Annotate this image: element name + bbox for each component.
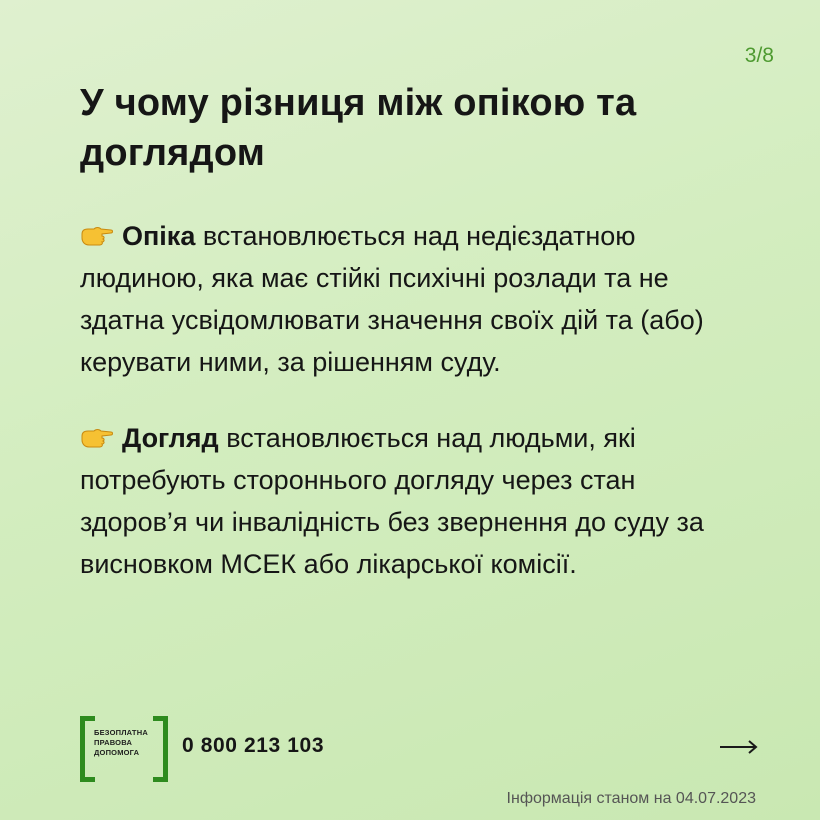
arrow-right-icon[interactable] [718, 735, 760, 759]
term-guardianship: Опіка [122, 221, 196, 251]
section-guardianship [80, 215, 740, 383]
text-care: встановлюється над людьми, які потребують стороннього догляду через стан здоров’я чи інвалідність без звернення до суду за висновком МСЕК або лікарської комісії. [80, 423, 704, 579]
page-title: У чому різниця між опікою та доглядом [80, 82, 637, 174]
info-date-note: Інформація станом на 04.07.2023 [506, 790, 756, 807]
pointing-hand-icon [80, 427, 114, 449]
section-care [80, 417, 740, 585]
free-legal-aid-logo [80, 716, 168, 778]
logo-right-bracket [153, 716, 168, 782]
text-guardianship: встановлюється над недієздатною людиною, яка має стійкі психічні розлади та не здатна усвідомлювати значення своїх дій та (або) керувати ними, за рішенням суду. [80, 221, 704, 377]
pointing-hand-icon [80, 225, 114, 247]
hotline-phone: 0 800 213 103 [182, 734, 325, 757]
logo-text: БЕЗОПЛАТНА ПРАВОВА ДОПОМОГА [94, 728, 148, 757]
term-care: Догляд [122, 423, 219, 453]
page-indicator: 3/8 [744, 44, 774, 67]
logo-left-bracket [80, 716, 95, 782]
